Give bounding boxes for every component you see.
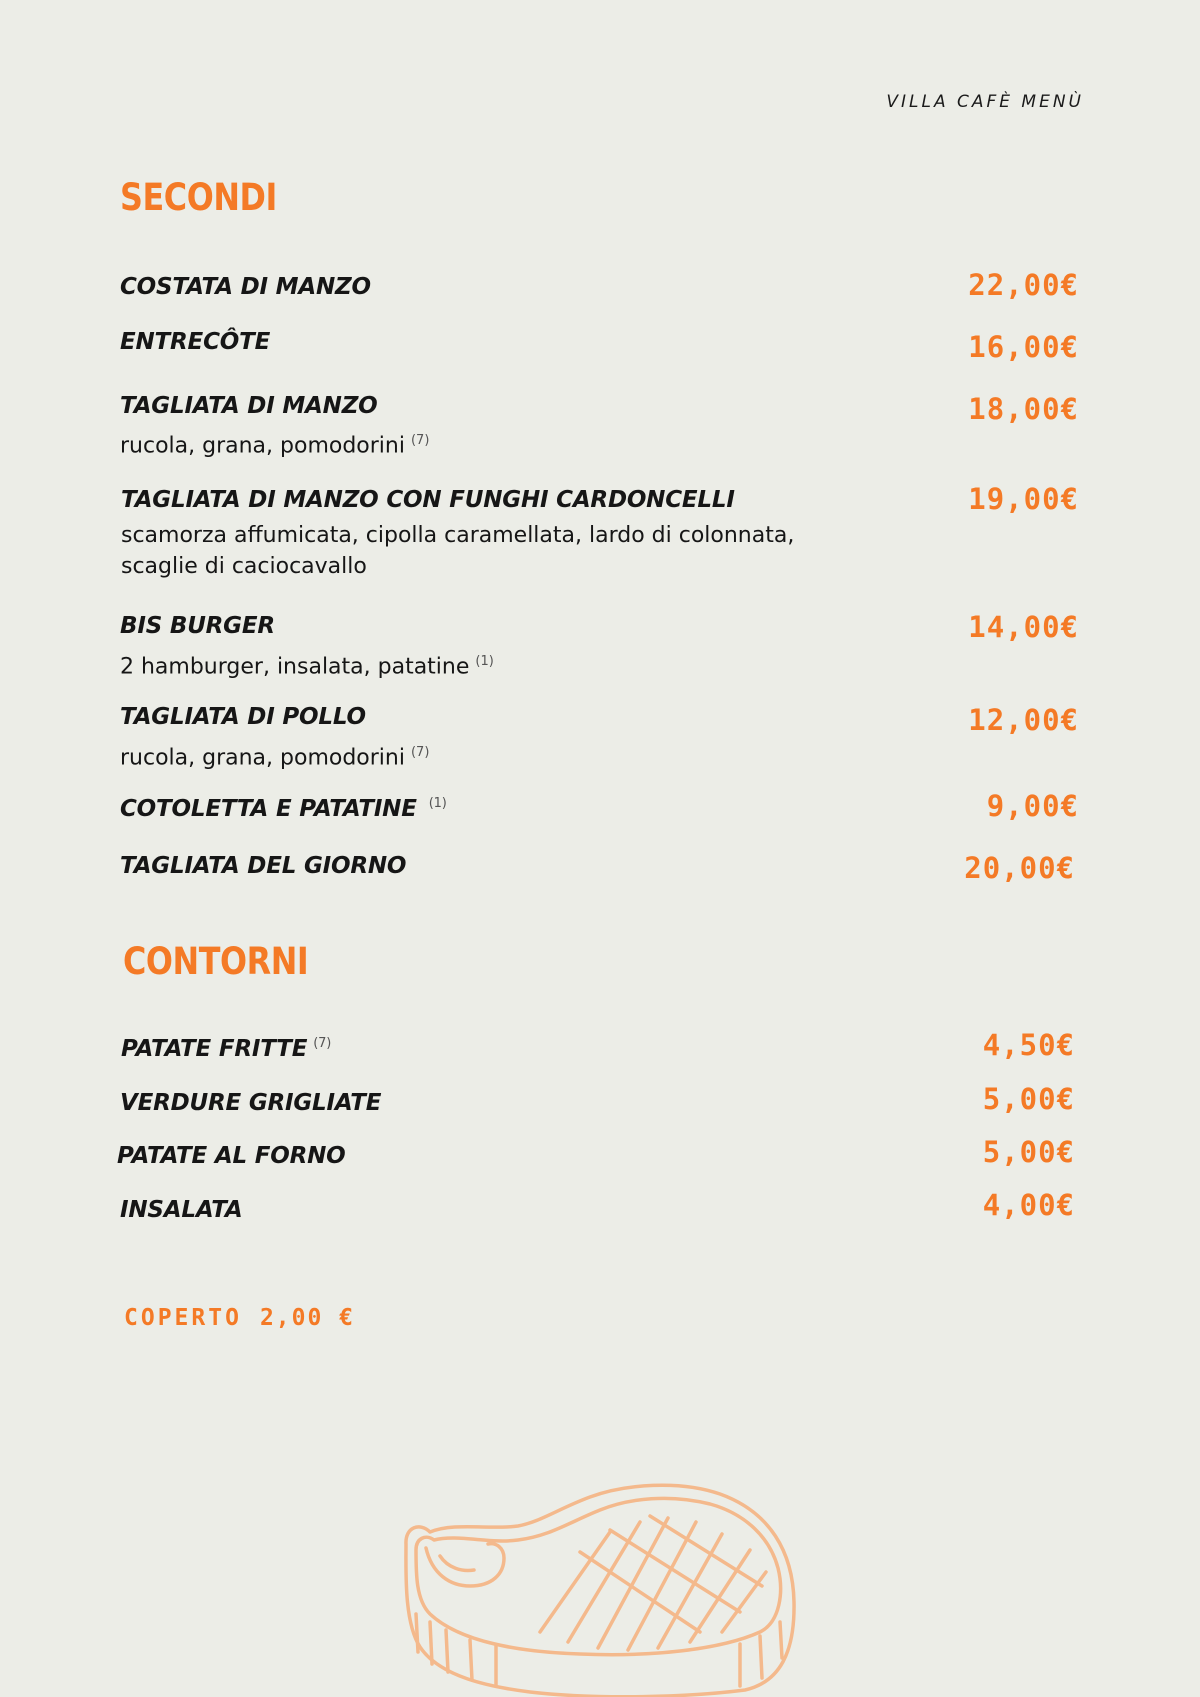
section-title-secondi: SECONDI — [120, 176, 277, 219]
cover-charge-price: 2,00 € — [259, 1305, 356, 1331]
section-title-contorni: CONTORNI — [123, 940, 309, 983]
item-price: 20,00€ — [964, 851, 1075, 885]
item-price: 5,00€ — [982, 1082, 1075, 1116]
allergen-note: (1) — [475, 654, 494, 669]
item-name: TAGLIATA DEL GIORNO — [120, 853, 407, 879]
item-name: ENTRECÔTE — [120, 329, 271, 355]
item-price: 4,50€ — [982, 1028, 1075, 1062]
item-price: 14,00€ — [968, 610, 1079, 644]
item-price: 5,00€ — [982, 1135, 1075, 1169]
item-name: PATATE AL FORNO — [117, 1143, 346, 1169]
item-name: TAGLIATA DI POLLO — [120, 704, 366, 730]
item-price: 12,00€ — [968, 703, 1079, 737]
allergen-note: (1) — [428, 796, 447, 812]
item-name: COTOLETTA E PATATINE $^{(1)}$ — [120, 796, 447, 822]
item-name: VERDURE GRIGLIATE — [120, 1090, 382, 1116]
item-name: BIS BURGER — [120, 613, 275, 639]
item-description: rucola, grana, pomodorini $^{(7)}$ — [120, 745, 430, 771]
cover-charge-label: COPERTO — [124, 1305, 242, 1331]
item-name: TAGLIATA DI MANZO — [120, 393, 378, 419]
allergen-note: (7) — [410, 433, 430, 448]
item-price: 4,00€ — [982, 1188, 1075, 1222]
item-price: 18,00€ — [968, 392, 1079, 426]
item-description: scamorza affumicata, cipolla caramellata, lardo di colonnata, — [121, 523, 795, 548]
steak-icon — [400, 1482, 800, 1697]
item-price: 9,00€ — [986, 789, 1079, 823]
allergen-note: (7) — [313, 1036, 332, 1052]
item-price: 22,00€ — [968, 268, 1079, 302]
item-description: 2 hamburger, insalata, patatine $^{(1)}$ — [120, 654, 494, 680]
cover-charge — [124, 1305, 355, 1331]
item-description-line2: scaglie di caciocavallo — [121, 554, 367, 579]
menu-header: VILLA CAFÈ MENÙ — [886, 92, 1084, 112]
item-price: 19,00€ — [968, 482, 1079, 516]
item-price: 16,00€ — [968, 330, 1079, 364]
allergen-note: (7) — [410, 745, 430, 760]
item-name: TAGLIATA DI MANZO CON FUNGHI CARDONCELLI — [121, 487, 735, 513]
item-name: PATATE FRITTE $^{(7)}$ — [121, 1036, 332, 1062]
item-description: rucola, grana, pomodorini $^{(7)}$ — [120, 433, 430, 459]
item-name: INSALATA — [120, 1197, 243, 1223]
item-name: COSTATA DI MANZO — [120, 274, 371, 300]
